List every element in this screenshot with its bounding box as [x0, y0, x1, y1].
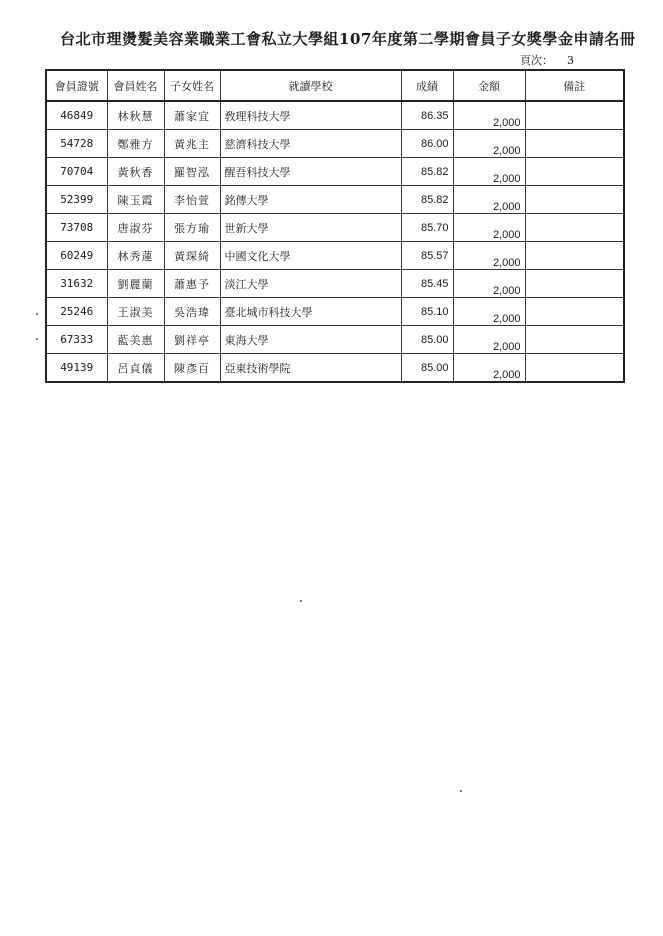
amount-cell: 2,000	[453, 158, 525, 186]
school-cell: 臺北城市科技大學	[220, 298, 401, 326]
school-cell: 亞東技術學院	[220, 354, 401, 383]
member-id-cell: 60249	[46, 242, 107, 270]
school-cell: 東海大學	[220, 326, 401, 354]
child-name-cell: 羅智泓	[164, 158, 220, 186]
scan-speck	[36, 338, 38, 340]
table-row	[46, 186, 624, 214]
score-cell: 85.10	[401, 298, 453, 326]
column-header-member-name: 會員姓名	[107, 70, 164, 101]
member-name-cell: 林秋慧	[107, 101, 164, 130]
score-cell: 85.00	[401, 326, 453, 354]
column-header-school: 就讀學校	[220, 70, 401, 101]
member-name-cell: 王淑美	[107, 298, 164, 326]
member-name-cell: 黃秋香	[107, 158, 164, 186]
table-row	[46, 158, 624, 186]
amount-cell: 2,000	[453, 298, 525, 326]
document-title: 台北市理燙髮美容業職業工會私立大學組107年度第二學期會員子女獎學金申請名冊	[60, 30, 636, 48]
remarks-cell	[525, 298, 624, 326]
amount-cell: 2,000	[453, 354, 525, 383]
child-name-cell: 蕭惠予	[164, 270, 220, 298]
remarks-cell	[525, 326, 624, 354]
score-cell: 85.45	[401, 270, 453, 298]
school-cell: 中國文化大學	[220, 242, 401, 270]
remarks-cell	[525, 270, 624, 298]
score-cell: 86.35	[401, 101, 453, 130]
remarks-cell	[525, 158, 624, 186]
school-cell: 敎理科技大學	[220, 101, 401, 130]
member-id-cell: 70704	[46, 158, 107, 186]
table-row	[46, 130, 624, 158]
member-id-cell: 52399	[46, 186, 107, 214]
scan-speck	[300, 600, 302, 602]
score-cell: 85.57	[401, 242, 453, 270]
member-id-cell: 31632	[46, 270, 107, 298]
column-header-child-name: 子女姓名	[164, 70, 220, 101]
school-cell: 世新大學	[220, 214, 401, 242]
column-header-amount: 金額	[453, 70, 525, 101]
score-cell: 85.70	[401, 214, 453, 242]
table-row	[46, 298, 624, 326]
score-cell: 85.00	[401, 354, 453, 383]
score-cell: 85.82	[401, 186, 453, 214]
school-cell: 淡江大學	[220, 270, 401, 298]
member-id-cell: 49139	[46, 354, 107, 383]
table-header-row	[46, 70, 624, 101]
child-name-cell: 陳彥百	[164, 354, 220, 383]
page-number-line	[520, 52, 574, 68]
school-cell: 醒吾科技大學	[220, 158, 401, 186]
member-name-cell: 劉麗蘭	[107, 270, 164, 298]
table-row	[46, 326, 624, 354]
table-row	[46, 354, 624, 383]
child-name-cell: 蕭家宜	[164, 101, 220, 130]
member-id-cell: 73708	[46, 214, 107, 242]
member-name-cell: 林秀蓮	[107, 242, 164, 270]
amount-cell: 2,000	[453, 214, 525, 242]
scan-speck	[36, 313, 38, 315]
remarks-cell	[525, 130, 624, 158]
member-id-cell: 54728	[46, 130, 107, 158]
member-id-cell: 67333	[46, 326, 107, 354]
child-name-cell: 吳浩瑋	[164, 298, 220, 326]
school-cell: 銘傳大學	[220, 186, 401, 214]
member-id-cell: 46849	[46, 101, 107, 130]
amount-cell: 2,000	[453, 101, 525, 130]
child-name-cell: 黃兆主	[164, 130, 220, 158]
remarks-cell	[525, 242, 624, 270]
page-number-value: 3	[567, 54, 574, 67]
member-name-cell: 藍美惠	[107, 326, 164, 354]
scholarship-roster-table	[45, 69, 625, 383]
remarks-cell	[525, 214, 624, 242]
scan-speck	[460, 790, 462, 792]
child-name-cell: 黃琛綺	[164, 242, 220, 270]
table-row	[46, 101, 624, 130]
column-header-member-id: 會員證號	[46, 70, 107, 101]
column-header-score: 成績	[401, 70, 453, 101]
member-name-cell: 呂貞儀	[107, 354, 164, 383]
column-header-remarks: 備註	[525, 70, 624, 101]
amount-cell: 2,000	[453, 130, 525, 158]
child-name-cell: 劉祥亭	[164, 326, 220, 354]
page-number-label: 頁次：	[520, 54, 553, 67]
child-name-cell: 李怡萱	[164, 186, 220, 214]
score-cell: 86.00	[401, 130, 453, 158]
score-cell: 85.82	[401, 158, 453, 186]
remarks-cell	[525, 354, 624, 383]
amount-cell: 2,000	[453, 242, 525, 270]
member-name-cell: 鄭雅方	[107, 130, 164, 158]
table-row	[46, 270, 624, 298]
amount-cell: 2,000	[453, 270, 525, 298]
amount-cell: 2,000	[453, 186, 525, 214]
remarks-cell	[525, 101, 624, 130]
table-row	[46, 214, 624, 242]
member-name-cell: 唐淑芬	[107, 214, 164, 242]
amount-cell: 2,000	[453, 326, 525, 354]
table-row	[46, 242, 624, 270]
member-name-cell: 陳玉霞	[107, 186, 164, 214]
child-name-cell: 張方瑜	[164, 214, 220, 242]
school-cell: 慈濟科技大學	[220, 130, 401, 158]
remarks-cell	[525, 186, 624, 214]
member-id-cell: 25246	[46, 298, 107, 326]
